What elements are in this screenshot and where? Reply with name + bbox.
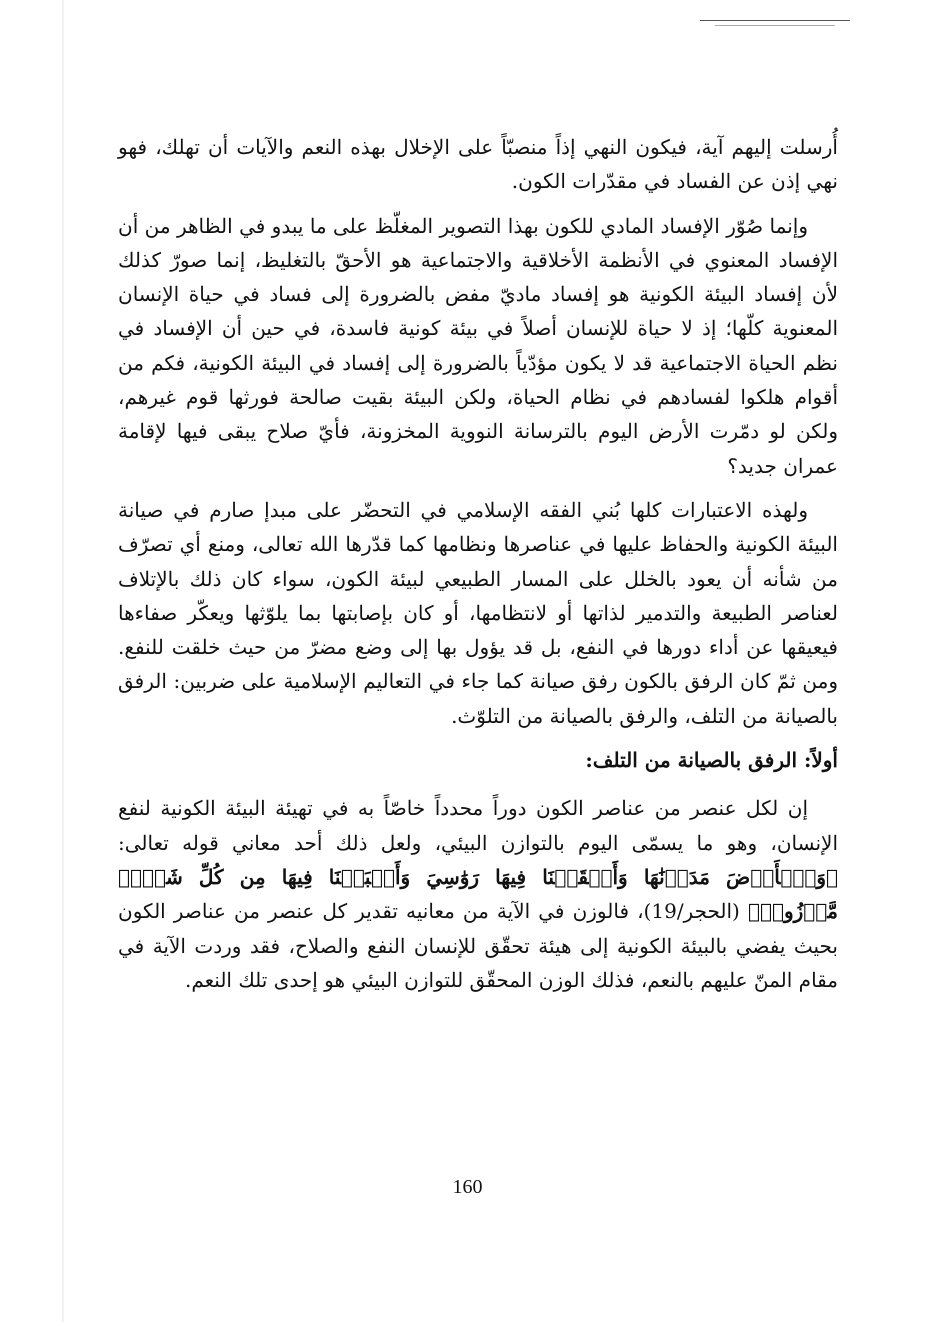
paragraph-4-rest: (الحجر/19)، فالوزن في الآية من معانيه تقدير كل عنصر من عناصر الكون بحيث يفضي بالبيئة الكونية إلى هيئة تحقّق للإنسان النفع والصلاح، فقد وردت الآية في مقام المنّ عليهم بالنعم، فذلك الوزن المحقّق للتوازن البيئي هو إحدى تلك النعم. [118, 899, 838, 992]
section-heading: أولاً: الرفق بالصيانة من التلف: [585, 748, 838, 773]
paragraph-2: وإنما صُوّر الإفساد المادي للكون بهذا التصوير المغلّظ على ما يبدو في الظاهر من أن الإفساد المعنوي في الأنظمة الأخلاقية والاجتماعية هو الأحقّ بالتغليظ، إنما صورّ كذلك لأن إفساد البيئة الكونية هو إفساد ماديّ مفض بالضرورة إلى فساد في حياة الإنسان المعنوية كلّها؛ إذ لا حياة للإنسان أصلاً في بيئة كونية فاسدة، في حين أن الإفساد في نظم الحياة الاجتماعية قد لا يكون مؤدّياً بالضرورة إلى إفساد في البيئة الكونية، فكم من أقوام هلكوا لفسادهم في نظام الحياة، ولكن البيئة بقيت صالحة فورثها قوم غيرهم، ولكن لو دمّرت الأرض اليوم بالترسانة النووية المخزونة، فأيّ صلاح يبقى فيها لإقامة عمران جديد؟ [118, 213, 838, 478]
header-rule [700, 20, 850, 21]
page-body [118, 130, 838, 997]
header-rule-secondary [715, 25, 835, 26]
page-fold-shadow [62, 0, 64, 1322]
paragraph-4-lead: إن لكل عنصر من عناصر الكون دوراً محدداً خاصّاً به في تهيئة البيئة الكونية لنفع الإنسان، وهو ما يسمّى اليوم بالتوازن البيئي، ولعل ذلك أحد معاني قوله تعالى: [118, 796, 838, 855]
page-number: 160 [452, 1176, 483, 1198]
paragraph-3: ولهذه الاعتبارات كلها بُني الفقه الإسلامي في التحضّر على مبدإ صارم في صيانة البيئة الكونية والحفاظ عليها في عناصرها ونظامها كما قدّرها الله تعالى، ومنع أي تصرّف من شأنه أن يعود بالخلل على المسار الطبيعي لبيئة الكون، سواء كان ذلك بالإتلاف لعناصر الطبيعة والتدمير لذاتها أو لانتظامها، أو كان بإصابتها بما يلوّثها ويعكّر صفاءها فيعيقها عن أداء دورها في النفع، بل قد يؤول بها إلى وضع مضرّ من حيث خلقت للنفع. ومن ثمّ كان الرفق بالكون رفق صيانة كما جاء في التعاليم الإسلامية على ضربين: الرفق بالصيانة من التلف، والرفق بالصيانة من التلوّث. [118, 497, 838, 728]
quran-verse: ﴿وَٱلۡأَرۡضَ مَدَدۡنَٰهَا وَأَلۡقَيۡنَا فِيهَا رَوَٰسِيَ وَأَنۢبَتۡنَا فِيهَا مِن كُلِّ شَيۡءٖ مَّوۡزُونٖ﴾ [118, 864, 838, 924]
paragraph-1: أُرسلت إليهم آية، فيكون النهي إذاً منصبّاً على الإخلال بهذه النعم والآيات أن تهلك، فهو نهي إذن عن الفساد في مقدّرات الكون. [118, 135, 838, 194]
paragraph-4 [118, 791, 838, 997]
